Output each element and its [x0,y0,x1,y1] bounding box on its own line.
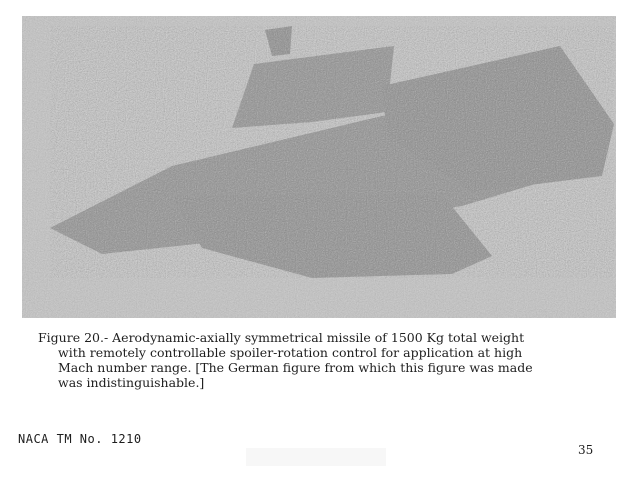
page-number: 35 [578,443,594,457]
caption-line: Figure 20.- Aerodynamic-axially symmetrical missile of 1500 Kg total weight [38,330,525,345]
figure-caption [38,330,598,390]
faint-stamp [246,448,386,466]
caption-line: Mach number range. [The German figure from which this figure was made [58,360,533,375]
caption-line: with remotely controllable spoiler-rotation control for application at high [58,345,523,360]
report-id: NACA TM No. 1210 [18,432,142,446]
missile-photo [22,16,616,318]
caption-line: was indistinguishable.] [58,375,205,390]
missile-silhouette [22,16,616,318]
